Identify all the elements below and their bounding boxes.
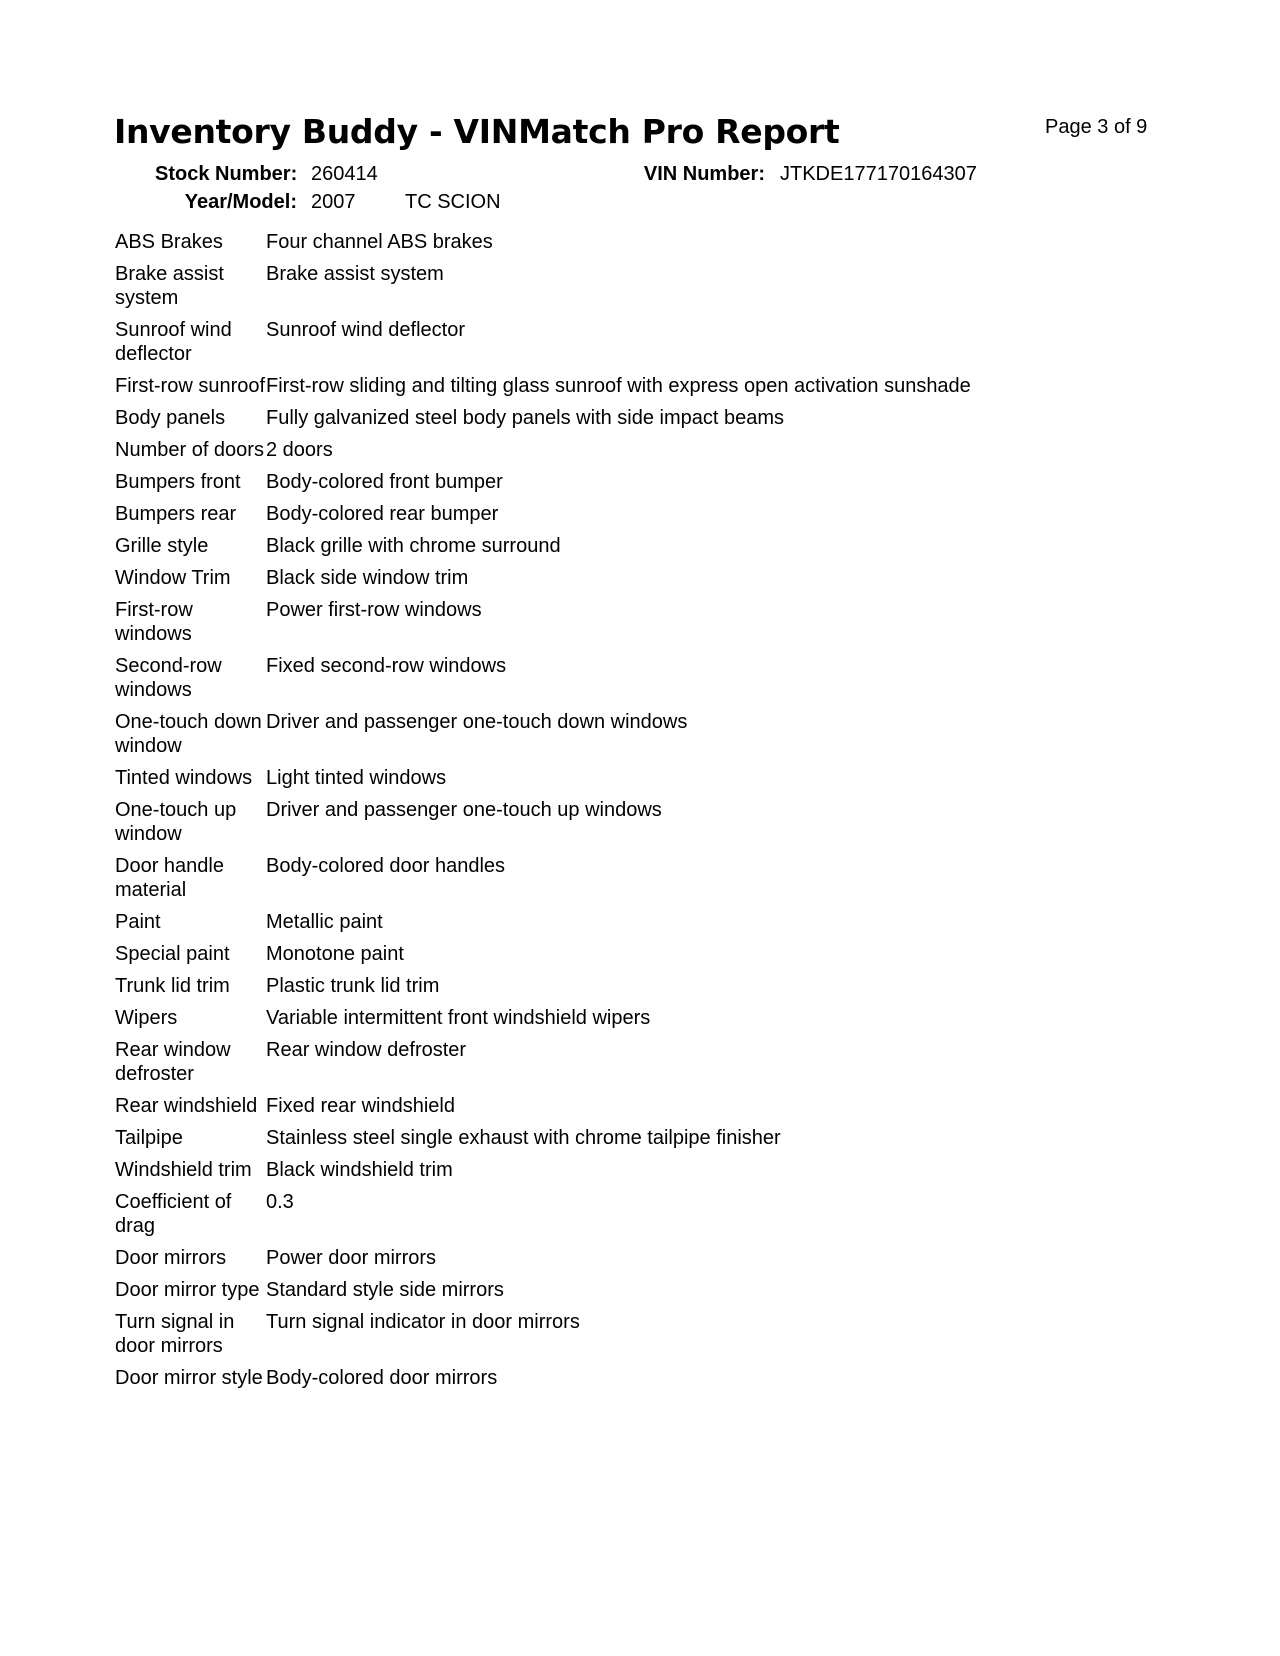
spec-row [115,502,1115,534]
spec-value: Power door mirrors [266,1247,437,1269]
spec-value: Driver and passenger one-touch down windows [266,711,688,733]
spec-label: Number of doors [115,439,264,461]
spec-row [115,1246,1115,1278]
spec-row [115,1158,1115,1190]
spec-row [115,1094,1115,1126]
vin-number-label: VIN Number: [643,163,765,185]
spec-value: Metallic paint [266,911,383,933]
spec-label: Tinted windows [115,767,253,789]
spec-label: Wipers [115,1007,178,1029]
spec-row [115,798,1115,854]
spec-row [115,1310,1115,1366]
spec-value: Black grille with chrome surround [266,535,561,557]
spec-value: Body-colored rear bumper [266,503,499,525]
spec-value: Stainless steel single exhaust with chrome tailpipe finisher [266,1127,781,1149]
spec-row [115,1038,1115,1094]
spec-label: Second-row windows [115,655,222,701]
spec-label: Tailpipe [115,1127,183,1149]
spec-row [115,1190,1115,1246]
spec-label: Door handle material [115,855,224,901]
spec-row [115,318,1115,374]
spec-value: Fully galvanized steel body panels with side impact beams [266,407,785,429]
year-value: 2007 [311,191,356,213]
spec-value: First-row sliding and tilting glass sunroof with express open activation sunshade [266,375,971,397]
year-model-label: Year/Model: [184,191,297,213]
spec-value: Black side window trim [266,567,469,589]
spec-label: Rear window defroster [115,1039,231,1085]
spec-value: Plastic trunk lid trim [266,975,440,997]
specs-table-body [115,230,1115,1398]
spec-label: Paint [115,911,161,933]
spec-row [115,598,1115,654]
spec-label: Brake assist system [115,263,224,309]
spec-value: Body-colored door mirrors [266,1367,498,1389]
model-value: TC SCION [405,191,501,213]
spec-row [115,1126,1115,1158]
spec-value: Monotone paint [266,943,404,965]
spec-row [115,942,1115,974]
spec-row [115,534,1115,566]
spec-label: ABS Brakes [115,231,223,253]
specs-table [115,230,1115,1398]
spec-label: Bumpers front [115,471,241,493]
spec-label: Grille style [115,535,209,557]
spec-value: Sunroof wind deflector [266,319,466,341]
spec-label: Window Trim [115,567,231,589]
spec-value: Black windshield trim [266,1159,453,1181]
spec-label: Bumpers rear [115,503,237,525]
spec-row [115,1006,1115,1038]
spec-value: Power first-row windows [266,599,482,621]
spec-row [115,438,1115,470]
spec-value: Rear window defroster [266,1039,467,1061]
spec-value: Brake assist system [266,263,444,285]
spec-row [115,1278,1115,1310]
spec-row [115,974,1115,1006]
spec-label: Trunk lid trim [115,975,230,997]
spec-row [115,406,1115,438]
spec-row [115,1366,1115,1398]
spec-value: Standard style side mirrors [266,1279,504,1301]
spec-row [115,766,1115,798]
spec-row [115,854,1115,910]
spec-value: 0.3 [266,1191,294,1213]
spec-label: Door mirrors [115,1247,227,1269]
spec-label: Door mirror type [115,1279,260,1301]
spec-label: First-row windows [115,599,193,645]
spec-row [115,710,1115,766]
stock-number-value: 260414 [311,163,378,185]
spec-label: Special paint [115,943,230,965]
spec-row [115,470,1115,502]
spec-value: Fixed rear windshield [266,1095,455,1117]
spec-row [115,262,1115,318]
spec-value: Four channel ABS brakes [266,231,493,253]
spec-label: Rear windshield [115,1095,258,1117]
spec-value: Fixed second-row windows [266,655,507,677]
spec-row [115,230,1115,262]
page-number: Page 3 of 9 [1045,116,1148,138]
spec-label: One-touch down window [115,711,262,757]
spec-row [115,910,1115,942]
spec-row [115,374,1115,406]
spec-label: Door mirror style [115,1367,263,1389]
spec-value: Turn signal indicator in door mirrors [266,1311,580,1333]
spec-label: Body panels [115,407,226,429]
vin-number-value: JTKDE177170164307 [780,163,977,185]
spec-value: Body-colored door handles [266,855,506,877]
spec-label: First-row sunroof [115,375,266,397]
spec-label: Sunroof wind deflector [115,319,232,365]
spec-row [115,654,1115,710]
report-title: Inventory Buddy - VINMatch Pro Report [114,112,840,151]
stock-number-label: Stock Number: [155,163,298,185]
spec-value: Variable intermittent front windshield wipers [266,1007,651,1029]
spec-value: Driver and passenger one-touch up windows [266,799,662,821]
spec-value: Light tinted windows [266,767,447,789]
spec-row [115,566,1115,598]
spec-label: One-touch up window [115,799,237,845]
spec-label: Windshield trim [115,1159,252,1181]
spec-label: Turn signal in door mirrors [115,1311,235,1357]
spec-value: 2 doors [266,439,333,461]
spec-value: Body-colored front bumper [266,471,503,493]
spec-label: Coefficient of drag [115,1191,232,1237]
